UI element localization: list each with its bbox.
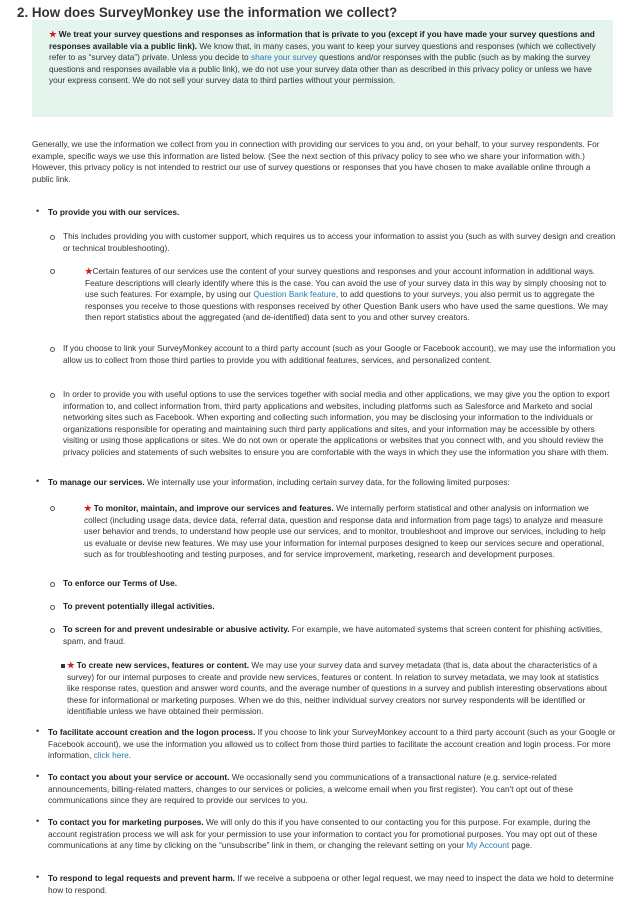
logon-text: If you choose to link your SurveyMonkey account to a third party account (such as your Google or Facebook account), we use the information you allowed us to collect from those third parties to facilitate the account creation and login process. For more information, [48, 727, 616, 761]
list-item-legal [36, 872, 616, 896]
marketing-text: We will only do this if you have consented to our contacting you for this purpose. For example, during the account registration process we will ask for your permission to use your information to contact you for promotional purposes. You may opt out of these communications at any time by clicking on the “unsubscribe” link in them, or changing the relevant setting on your [48, 817, 598, 851]
star-icon: ★ [84, 503, 92, 513]
logon-end: . [128, 750, 132, 761]
circle-bullet-icon [50, 235, 55, 240]
circle-bullet-icon [50, 628, 55, 633]
list-item-marketing [36, 816, 616, 852]
circle-bullet-icon [50, 582, 55, 587]
manage-sub-terms [63, 578, 616, 590]
bullet-icon: • [36, 771, 40, 781]
bullet-icon: • [36, 476, 40, 486]
square-bullet-icon [61, 664, 65, 668]
click-here-link[interactable]: click here [93, 750, 129, 761]
bullet-icon: • [36, 726, 40, 736]
manage-sub-illegal [63, 601, 616, 613]
star-icon: ★ [67, 660, 75, 670]
intro-paragraph: Generally, we use the information we collect from you in connection with providing our services to you and, on your behalf, to your survey respondents. For example, specific ways we use this information are listed below. (See the next section of this privacy policy to see who we share your information with.) However, this privacy policy is not intended to restrict our use of survey questions or responses that you have chosen to make available online through a public link. [32, 139, 600, 184]
share-your-survey-link[interactable]: share your survey [250, 52, 317, 63]
create-title: To create new services, features or content. [76, 660, 250, 670]
circle-bullet-icon [50, 269, 55, 274]
bullet-icon: • [36, 872, 40, 882]
monitor-title: To monitor, maintain, and improve our services and features. [93, 503, 334, 513]
star-icon: ★ [49, 29, 57, 39]
manage-sub-screen [63, 624, 616, 647]
circle-bullet-icon [50, 506, 55, 511]
circle-bullet-icon [50, 393, 55, 398]
circle-bullet-icon [50, 347, 55, 352]
contact-title: To contact you about your service or account. [48, 772, 230, 782]
list-item-provide [36, 206, 618, 219]
legal-title: To respond to legal requests and prevent harm. [48, 873, 236, 883]
provide-sub-support: This includes providing you with customer support, which requires us to access your information to assist you (such as with survey design and creation or technical troubleshooting). [63, 231, 616, 253]
manage-text: We internally use your information, including certain survey data, for the following limited purposes: [144, 477, 510, 487]
private-data-callout [32, 20, 613, 117]
callout-text-1: We know that, in many cases, you want to keep your survey questions and responses (which we collectively refer to as “survey data”) private. Unless you decide to [49, 40, 596, 63]
section-heading: 2. How does SurveyMonkey use the information we collect? [17, 5, 398, 20]
monitor-text: We internally perform statistical and other analysis on information we collect (including usage data, device data, referral data, question and response data and information from page tags) to analyze and measure user behavior and trends, to understand how people use our services, and to monitor, troubleshoot and improve our services, including to help us evaluate or devise new features. We may use your information for internal purposes designed to keep our services secure and operational, such as for troubleshooting and testing purposes, and for service improvement, marketing, research and development purposes. [84, 503, 606, 560]
list-item-manage [36, 476, 618, 489]
manage-title: To manage our services. [48, 477, 145, 487]
star-icon: ★ [85, 266, 93, 276]
question-bank-link[interactable]: Question Bank feature [253, 289, 336, 300]
bullet-icon: • [36, 206, 40, 216]
provide-sub-social: In order to provide you with useful options to use the services together with social media and other applications, we may give you the option to export information to, and collect information from, third party applications and websites, including platforms such as Salesforce and Marketo and social networking sites such as Facebook. When exporting and collecting such information, you may be disclosing your information to the individuals or organizations responsible for operating and maintaining such third party applications and sites, and your information may be accessible by others visiting or using those applications or sites. We do not own or operate the applications or websites that you connect with, and you should review the privacy policies and statements of such websites to ensure you are comfortable with the ways in which they use the information you share with them. [63, 389, 610, 457]
circle-bullet-icon [50, 605, 55, 610]
provide-title: To provide you with our services. [48, 207, 180, 217]
screen-title: To screen for and prevent undesirable or abusive activity. [63, 624, 290, 634]
callout-bold-text: We treat your survey questions and responses as information that is private to you (except if you have made your survey questions and responses available via a public link). [49, 29, 595, 51]
bullet-icon: • [36, 816, 40, 826]
create-text: We may use your survey data and survey metadata (that is, data about the characteristics of a survey) for our internal purposes to create and provide new services, features or content. In relation to survey metadata, we may look at statistics like response rates, question and answer word counts, and the average number of questions in a survey and publish interesting observations about these for informational or marketing purposes. When we do this, neither individual survey creators nor survey respondents will be identified or identifiable unless we have obtained their permission. [67, 660, 608, 717]
my-account-link[interactable]: My Account [466, 840, 510, 851]
logon-title: To facilitate account creation and the logon process. [48, 727, 256, 737]
terms-title: To enforce our Terms of Use. [63, 578, 178, 588]
list-item-logon [36, 726, 616, 762]
list-item-contact [36, 771, 616, 807]
provide-sub-third-party: If you choose to link your SurveyMonkey account to a third party account (such as your Google or Facebook account), we may use the information you allow us to collect from those third parties to provide you with additional features, services, and personalized content. [63, 343, 616, 365]
features-text-2: , to add questions to your surveys, you also permit us to aggregate the responses you receive to those questions with responses received by other Question Bank users who have used the same questions. We may then report statistics about the aggregated (and de-identified) data sent to you and other survey creators. [85, 289, 608, 323]
illegal-title: To prevent potentially illegal activities. [63, 601, 215, 611]
provide-sub-features [85, 266, 608, 324]
contact-text: We occasionally send you communications of a transactional nature (e.g. service-related announcements, billing-related matters, changes to our services or policies, a welcome email when you first register). You can't opt out of these communications since they are required to provide our services to you. [48, 772, 574, 806]
marketing-title: To contact you for marketing purposes. [48, 817, 204, 827]
manage-sub-create [67, 660, 613, 718]
features-text-1: Certain features of our services use the content of your survey questions and responses and your account information in additional ways. Feature descriptions will clearly identify where this is the case. You can avoid the use of your survey data in this way by simply choosing not to use such features. For example, by using our [85, 266, 607, 300]
screen-text: For example, we have automated systems that screen content for phishing activities, spam, and fraud. [63, 624, 603, 646]
legal-text: If we receive a subpoena or other legal request, we may need to inspect the data we hold to determine how to respond. [48, 873, 614, 895]
manage-sub-monitor [84, 503, 610, 561]
callout-text-2: questions and/or responses with the public (such as by making the survey questions and responses available via a public link), we do not use your survey data other than as described in this privacy policy or unless we have your express consent. We do not sell your survey data to third parties without your permission. [49, 52, 592, 86]
marketing-end: page. [509, 840, 533, 851]
